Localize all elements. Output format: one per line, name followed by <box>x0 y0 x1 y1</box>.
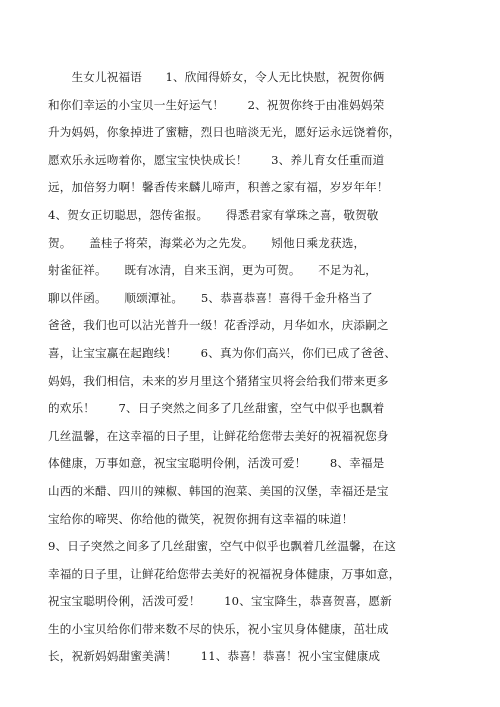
text-line: 升为妈妈，你象掉进了蜜糖，烈日也暗淡无光，愿好运永远饶着你， <box>48 125 401 140</box>
document-body <box>48 64 458 671</box>
text-line: 祝宝宝聪明伶俐，活泼可爱！ 10、宝宝降生，恭喜贺喜，愿新 <box>48 594 392 609</box>
text-line: 长，祝新妈妈甜蜜美满！ 11、恭喜！恭喜！祝小宝宝健康成 <box>48 649 381 664</box>
text-line: 的欢乐！ 7、日子突然之间多了几丝甜蜜，空气中似乎也飘着 <box>48 401 385 416</box>
text-line: 宝给你的啼哭、你给他的微笑，祝贺你拥有这幸福的味道！ <box>48 511 354 526</box>
text-line: 4、贺女正切聪思，怨传雀报。 得悉君家有掌珠之喜，敬贺敬 <box>48 207 379 222</box>
text-line: 喜，让宝宝赢在起跑线！ 6、真为你们高兴，你们已成了爸爸、 <box>48 345 397 360</box>
text-line: 远，加倍努力啊！馨香传来麟儿啼声，积善之家有福，岁岁年年！ <box>48 180 389 195</box>
text-line: 9、日子突然之间多了几丝甜蜜，空气中似乎也飘着几丝温馨，在这 <box>48 539 397 554</box>
text-line: 生的小宝贝给你们带来数不尽的快乐，祝小宝贝身体健康，茁壮成 <box>48 621 389 636</box>
text-line: 幸福的日子里，让鲜花给您带去美好的祝福祝身体健康，万事如意， <box>48 566 401 581</box>
text-line: 贺。 盖桂子将荣，海棠必为之先发。 矧他日乘龙获选， <box>48 235 366 250</box>
text-line: 愿欢乐永远吻着你，愿宝宝快快成长！ 3、养儿育女任重而道 <box>48 152 385 167</box>
text-line: 妈妈，我们相信，未来的岁月里这个猪猪宝贝将会给我们带来更多 <box>48 373 389 388</box>
text-line: 体健康，万事如意，祝宝宝聪明伶俐，活泼可爱！ 8、幸福是 <box>48 456 385 471</box>
text-line: 爸爸，我们也可以沾光普升一级！花香浮动，月华如水，庆添嗣之 <box>48 318 389 333</box>
text-line: 聊以伴函。 顺颂潭祉。 5、恭喜恭喜！喜得千金升格当了 <box>48 290 373 305</box>
text-line: 山西的米醋、四川的辣椒、韩国的泡菜、美国的汉堡，幸福还是宝 <box>48 483 389 498</box>
text-line: 射雀征祥。 既有冰清，自来玉润，更为可贺。 不足为礼， <box>48 263 377 278</box>
text-line: 几丝温馨，在这幸福的日子里，让鲜花给您带去美好的祝福祝您身 <box>48 428 389 443</box>
text-line: 和你们幸运的小宝贝一生好运气！ 2、祝贺你终于由准妈妈荣 <box>48 97 385 112</box>
text-line: 生女儿祝福语 1、欣闻得娇女，令人无比快慰，祝贺你俩 <box>48 70 385 84</box>
